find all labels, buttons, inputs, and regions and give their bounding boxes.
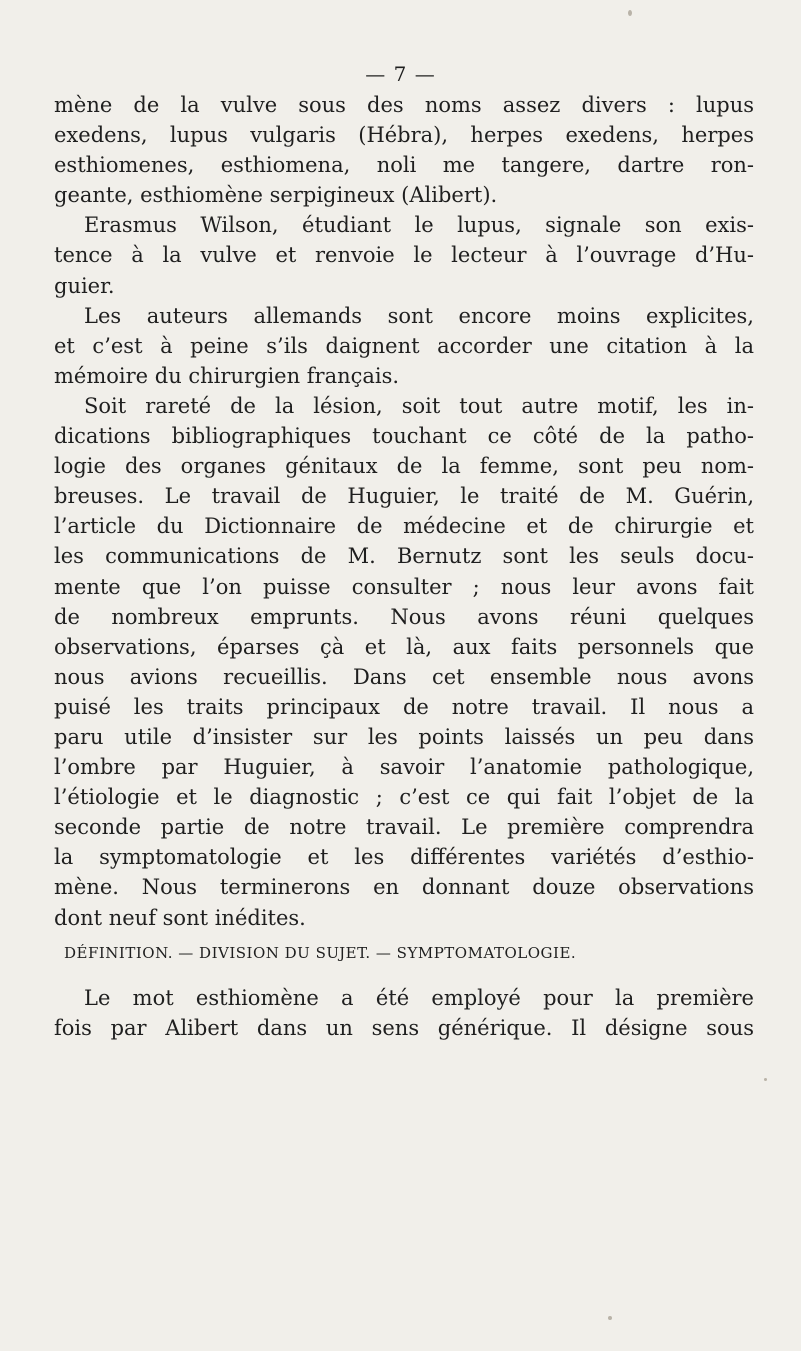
text-line: Le mot esthiomène a été employé pour la première: [84, 985, 754, 1010]
text-line: nous avions recueillis. Dans cet ensemble nous avons: [54, 664, 754, 689]
text-line: Les auteurs allemands sont encore moins explicites,: [84, 303, 754, 328]
paragraph-block: [54, 90, 754, 933]
text-line: l’ombre par Huguier, à savoir l’anatomie pathologique,: [54, 755, 754, 780]
text-line: geante, esthiomène serpigineux (Alibert).: [54, 183, 498, 208]
text-line: breuses. Le travail de Huguier, le traité de M. Guérin,: [54, 484, 754, 509]
paper-speck: [608, 1316, 612, 1320]
text-line: Erasmus Wilson, étudiant le lupus, signale son exis-: [84, 213, 754, 238]
text-line: et c’est à peine s’ils daignent accorder une citation à la: [54, 333, 754, 358]
text-line: puisé les traits principaux de notre travail. Il nous a: [54, 694, 754, 719]
text-line: l’étiologie et le diagnostic ; c’est ce qui fait l’objet de la: [54, 785, 754, 810]
paper-speck: [764, 1078, 767, 1081]
text-line: fois par Alibert dans un sens générique. Il désigne sous: [54, 1015, 754, 1040]
text-line: esthiomenes, esthiomena, noli me tangere, dartre ron-: [54, 153, 754, 178]
body-text: [54, 90, 754, 1043]
text-line: tence à la vulve et renvoie le lecteur à l’ouvrage d’Hu-: [54, 243, 754, 268]
text-line: dont neuf sont inédites.: [54, 905, 306, 930]
text-line: paru utile d’insister sur les points laissés un peu dans: [54, 724, 754, 749]
text-line: guier.: [54, 273, 115, 298]
text-line: mène de la vulve sous des noms assez divers : lupus: [54, 93, 754, 117]
page-number: — 7 —: [365, 62, 436, 86]
text-line: mène. Nous terminerons en donnant douze observations: [54, 875, 754, 900]
text-line: de nombreux emprunts. Nous avons réuni quelques: [54, 604, 754, 629]
text-line: les communications de M. Bernutz sont les seuls docu-: [54, 544, 754, 569]
text-line: exedens, lupus vulgaris (Hébra), herpes exedens, herpes: [54, 123, 754, 148]
text-line: observations, éparses çà et là, aux faits personnels que: [54, 634, 754, 659]
text-line: logie des organes génitaux de la femme, sont peu nom-: [54, 454, 754, 479]
text-line: l’article du Dictionnaire de médecine et de chirurgie et: [54, 514, 754, 539]
section-heading: DÉFINITION. — DIVISION DU SUJET. — SYMPTOMATOLOGIE.: [64, 943, 577, 962]
text-line: dications bibliographiques touchant ce côté de la patho-: [54, 424, 754, 449]
text-line: mémoire du chirurgien français.: [54, 363, 400, 388]
text-line: seconde partie de notre travail. Le première comprendra: [54, 815, 754, 840]
text-line: Soit rareté de la lésion, soit tout autre motif, les in-: [84, 393, 754, 418]
paper-speck: [628, 10, 632, 16]
paragraph-block-after-heading: [54, 983, 754, 1043]
text-line: mente que l’on puisse consulter ; nous leur avons fait: [54, 574, 754, 599]
text-line: la symptomatologie et les différentes variétés d’esthio-: [54, 845, 754, 870]
